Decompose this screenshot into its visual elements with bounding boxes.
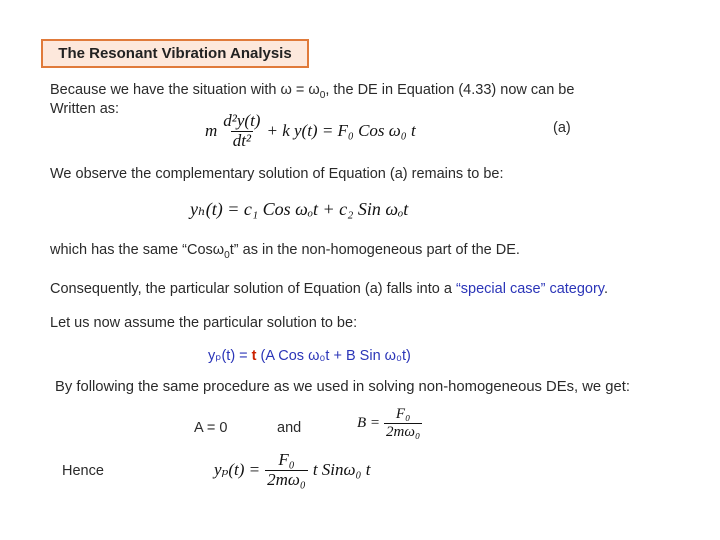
eq-a-numerator: d²y(t): [223, 111, 261, 130]
intro-line-1: [50, 82, 574, 101]
particular-solution-form: [208, 348, 411, 364]
consequently-main: Consequently, the particular solution of Equation (a) falls into a: [50, 281, 456, 297]
eq-a-derivative: [221, 112, 262, 150]
same-form-sub: 0: [224, 249, 230, 261]
special-case-highlight: “special case” category: [455, 281, 604, 297]
intro-text-a: Because we have the situation with ω = ω: [50, 82, 320, 98]
final-fraction: [265, 451, 308, 489]
intro-line-2: Written as:: [50, 101, 120, 117]
assume-text: Let us now assume the particular solution to be:: [50, 315, 358, 331]
b-denominator: 2mω₀: [386, 423, 421, 440]
same-form-text: [50, 242, 520, 261]
complementary-equation: yₕ(t) = c₁ Cos ωₒt + c₂ Sin ωₒt: [190, 199, 409, 219]
equation-a-label: (a): [553, 120, 571, 136]
eq-a-rest: + k y(t) = F₀ Cos ω₀ t: [266, 121, 416, 141]
yp-rest: (A Cos ω₀t + B Sin ω₀t): [256, 348, 411, 364]
consequently-end: .: [604, 281, 609, 297]
yp-lhs: yₚ(t) =: [208, 348, 252, 364]
t-factor: t: [251, 348, 257, 364]
procedure-text: By following the same procedure as we used in solving non-homogeneous DEs, we get:: [55, 379, 630, 395]
a-coefficient: A = 0: [194, 420, 228, 436]
hence-label: Hence: [62, 463, 104, 479]
equation-a: [205, 112, 416, 150]
eq-a-denominator: dt²: [232, 130, 252, 150]
final-numerator: F₀: [278, 450, 295, 469]
consequently-text: [50, 281, 608, 297]
intro-text-b: , the DE in Equation (4.33) now can be: [325, 82, 575, 98]
final-lhs: yₚ(t) =: [214, 460, 261, 480]
same-form-b: t” as in the non-homogeneous part of the DE.: [229, 242, 520, 258]
complementary-text: We observe the complementary solution of Equation (a) remains to be:: [50, 166, 504, 182]
b-lhs: B =: [357, 414, 381, 431]
b-coefficient: [357, 406, 422, 440]
final-rest: t Sinω₀ t: [312, 460, 371, 480]
same-form-a: which has the same “Cosω: [50, 242, 225, 258]
and-text: and: [277, 420, 302, 436]
final-solution: [214, 451, 370, 489]
final-denominator: 2mω₀: [267, 469, 306, 489]
slide-title: The Resonant Vibration Analysis: [41, 39, 309, 68]
b-numerator: F₀: [395, 406, 411, 422]
eq-a-mass: m: [205, 121, 218, 141]
omega-subscript: 0: [319, 89, 326, 101]
b-fraction: [384, 406, 422, 440]
